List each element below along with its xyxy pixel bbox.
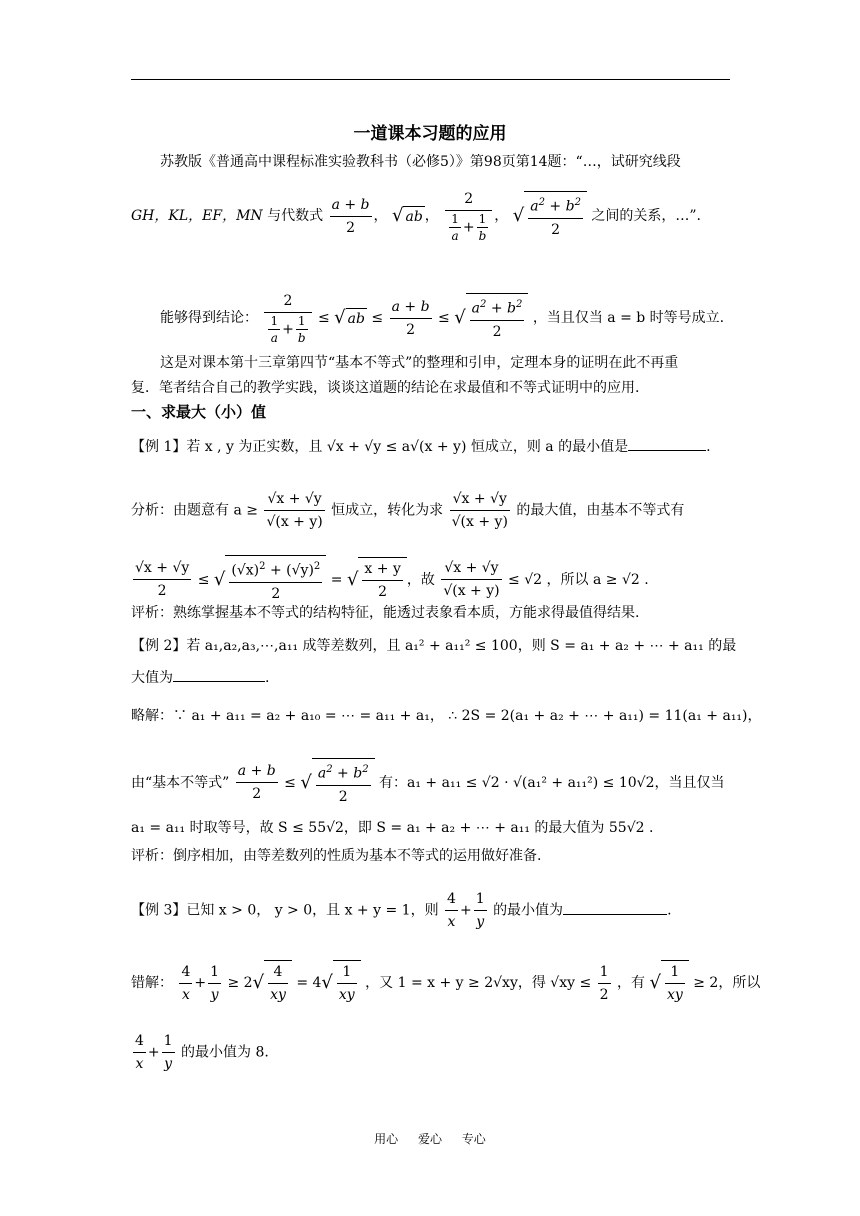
frac-sqrt-sum-2: $\frac{√x + √y}{√(x + y)}$ <box>450 488 510 533</box>
ex2-sol2-b: 有：a₁ + a₁₁ ≤ √2 · √(a₁² + a₁₁²) ≤ 10√2，当且仅当 <box>379 774 725 791</box>
ex2-text2: 大值为 <box>131 670 173 686</box>
frac-step4: $\frac{√x + √y}{√(x + y)}$ <box>441 557 501 602</box>
frac-sqrt-sum: $\frac{√x + √y}{√(x + y)}$ <box>264 488 324 533</box>
ex1-step-end: ，所以 a ≥ √2 . <box>546 571 649 588</box>
frac-1-over-y: $\frac{1}{y}$ <box>474 888 487 933</box>
example1 <box>131 437 731 457</box>
ex3-end: . <box>667 902 672 919</box>
conclusion-label: 能够得到结论： <box>160 310 258 326</box>
ex3-wrong-c: ，有 <box>617 975 646 991</box>
answer-blank <box>173 681 265 682</box>
para2-line2: 复．笔者结合自己的教学实践，谈谈这道题的结论在求最值和不等式证明中的应用. <box>131 380 640 396</box>
frac-ab-over-2: $\frac{a + b}{2}$ <box>236 760 278 805</box>
ex1-text: 若 x , y 为正实数，且 √x + √y ≤ a√(x + y) 恒成立，则 a 的最小值是 <box>186 439 629 455</box>
ex1-analysis-c: 的最大值，由基本不等式有 <box>516 502 685 519</box>
frac-4-over-x: $\frac{4}{x}$ <box>445 888 458 933</box>
frac-4x-final: $\frac{4}{x}$ <box>133 1030 146 1075</box>
sqrt-ab-2: √ ab <box>334 307 365 328</box>
ex2-sol2: 由“基本不等式” $\frac{a + b}{2}$ ≤ √ $\frac{a^2 + b^2}{2}$ 有：a₁ + a₁₁ ≤ √2 · √(a₁² + a₁₁²) ≤ 10√2，当且仅当 <box>131 758 731 808</box>
answer-blank <box>563 914 667 915</box>
ex2-sol2-a: 由“基本不等式” <box>131 774 230 791</box>
conclusion-line: 能够得到结论： 2 $\frac{1}{a}$ + $\frac{1}{b}$ ≤ √ ab ≤ $\frac{a + b}{2}$ ≤ √ $\frac{a^2 + b^2}{2}$ ，当且仅当 a = b 时等号成立. <box>160 290 760 346</box>
ex3-label: 【例 3】 <box>131 902 187 919</box>
sqrt-ab: √ ab <box>391 205 423 226</box>
header-rule <box>131 79 730 80</box>
ex1-step: $\frac{√x + √y}{2}$ ≤ √ $\frac{(√x)^2 + (√y)^2}{2}$ = √ $\frac{x + y}{2}$ ，故 $\frac{√x + √y}{√(x + y)}$ ≤ √2 ，所以 a ≥ √2 . <box>131 555 731 605</box>
intro-line2: GH，KL，EF，MN 与代数式 $\frac{a + b}{2}$ ， √ ab ， 2 $\frac{1}{a}$ + $\frac{1}{b}$ ， √ $\frac{a^2 + b^2}{2}$ 之间的关系，…”. <box>131 188 731 244</box>
ex2-end: . <box>265 670 270 686</box>
ex3-wrong-a: 错解： <box>131 975 173 991</box>
frac-a-plus-b-over-2: $\frac{a + b}{2}$ <box>330 194 372 239</box>
intro-line1: 苏教版《普通高中课程标准实验教科书（必修5）》第98页第14题：“…，试研究线段 <box>160 154 681 170</box>
ex3-text-b: 的最小值为 <box>493 902 564 919</box>
with-expr-text: 与代数式 <box>267 208 324 224</box>
frac-1y: $\frac{1}{y}$ <box>208 961 221 1006</box>
frac-harmonic-2: 2 $\frac{1}{a}$ + $\frac{1}{b}$ <box>264 290 311 346</box>
ex1-label: 【例 1】 <box>131 439 187 455</box>
ex2-comment: 评析：倒序相加，由等差数列的性质为基本不等式的运用做好准备. <box>131 848 542 864</box>
sqrt-rms-3: √ $\frac{a^2 + b^2}{2}$ <box>300 758 374 808</box>
frac-half: $\frac{1}{2}$ <box>598 961 611 1006</box>
ex3-final: $\frac{4}{x}$ + $\frac{1}{y}$ 的最小值为 8. <box>131 1030 731 1075</box>
ex3-wrong-d: ≥ 2，所以 <box>693 975 761 991</box>
ex1-comment: 评析：熟练掌握基本不等式的结构特征，能透过表象看本质，方能求得最值得结果. <box>131 605 640 621</box>
ex1-analysis-b: 恒成立，转化为求 <box>331 502 444 519</box>
sqrt-rms: √ $\frac{a^2 + b^2}{2}$ <box>513 191 587 241</box>
ex3-final-text: 的最小值为 8. <box>181 1044 269 1061</box>
ex2-sol1: 略解：∵ a₁ + a₁₁ = a₂ + a₁₀ = ⋯ = a₁₁ + a₁， ∴ 2S = 2(a₁ + a₂ + ⋯ + a₁₁) = 11(a₁ + a₁₁)， <box>131 708 762 724</box>
para2-line1: 这是对课本第十三章第四节“基本不等式”的整理和引申，定理本身的证明在此不再重 <box>160 355 679 371</box>
sqrt-1-xy: √ $\frac{1}{xy}$ <box>321 960 360 1006</box>
example2-line2 <box>131 668 731 688</box>
ex3-text-a: 已知 x > 0， y > 0，且 x + y = 1，则 <box>186 902 439 919</box>
sqrt-rms-2: √ $\frac{a^2 + b^2}{2}$ <box>454 293 528 343</box>
frac-1y-final: $\frac{1}{y}$ <box>162 1030 175 1075</box>
ex1-analysis-a: 分析：由题意有 a ≥ <box>131 502 258 519</box>
example2-line1 <box>131 636 737 656</box>
ex2-sol3: a₁ = a₁₁ 时取等号，故 S ≤ 55√2，即 S = a₁ + a₂ + ⋯ + a₁₁ 的最大值为 55√2 . <box>131 820 654 836</box>
ex3-wrong: 错解： $\frac{4}{x}$ + $\frac{1}{y}$ ≥ 2√ $\frac{4}{xy}$ = 4√ $\frac{1}{xy}$ ，又 1 = x + y ≥ 2√xy，得 √xy ≤ $\frac{1}{2}$ ，有 √ $\frac{1}{xy}$ ≥ 2，所以 <box>131 960 731 1006</box>
equality-text: ，当且仅当 a = b 时等号成立. <box>532 310 725 326</box>
frac-mean-2: $\frac{a + b}{2}$ <box>390 296 432 341</box>
segments: GH，KL，EF，MN <box>131 208 263 224</box>
frac-4x: $\frac{4}{x}$ <box>179 961 192 1006</box>
answer-blank <box>628 450 706 451</box>
ex2-text: 若 a₁,a₂,a₃,⋯,a₁₁ 成等差数列，且 a₁² + a₁₁² ≤ 100，则 S = a₁ + a₂ + ⋯ + a₁₁ 的最 <box>186 638 737 654</box>
section-heading: 一、求最大（小）值 <box>131 403 267 421</box>
between-text: 之间的关系，…”. <box>591 208 701 224</box>
sqrt-4-xy: √ $\frac{4}{xy}$ <box>253 960 292 1006</box>
page-footer: 用心 爱心 专心 <box>374 1132 486 1146</box>
ex1-analysis <box>131 488 731 533</box>
ex2-label: 【例 2】 <box>131 638 187 654</box>
page-title: 一道课本习题的应用 <box>353 124 507 144</box>
frac-harmonic: 2 $\frac{1}{a}$ + $\frac{1}{b}$ <box>445 188 492 244</box>
sqrt-step3: √ $\frac{x + y}{2}$ <box>347 557 407 603</box>
frac-step1: $\frac{√x + √y}{2}$ <box>133 557 191 602</box>
sqrt-step2: √ $\frac{(√x)^2 + (√y)^2}{2}$ <box>214 555 326 605</box>
example3: 【例 3】已知 x > 0， y > 0，且 x + y = 1，则 $\frac{4}{x}$ + $\frac{1}{y}$ 的最小值为 . <box>131 888 731 933</box>
ex3-wrong-b: ，又 1 = x + y ≥ 2√xy，得 √xy ≤ <box>365 975 592 991</box>
sqrt-1-xy-2: √ $\frac{1}{xy}$ <box>650 960 689 1006</box>
ex1-end: . <box>706 439 711 455</box>
